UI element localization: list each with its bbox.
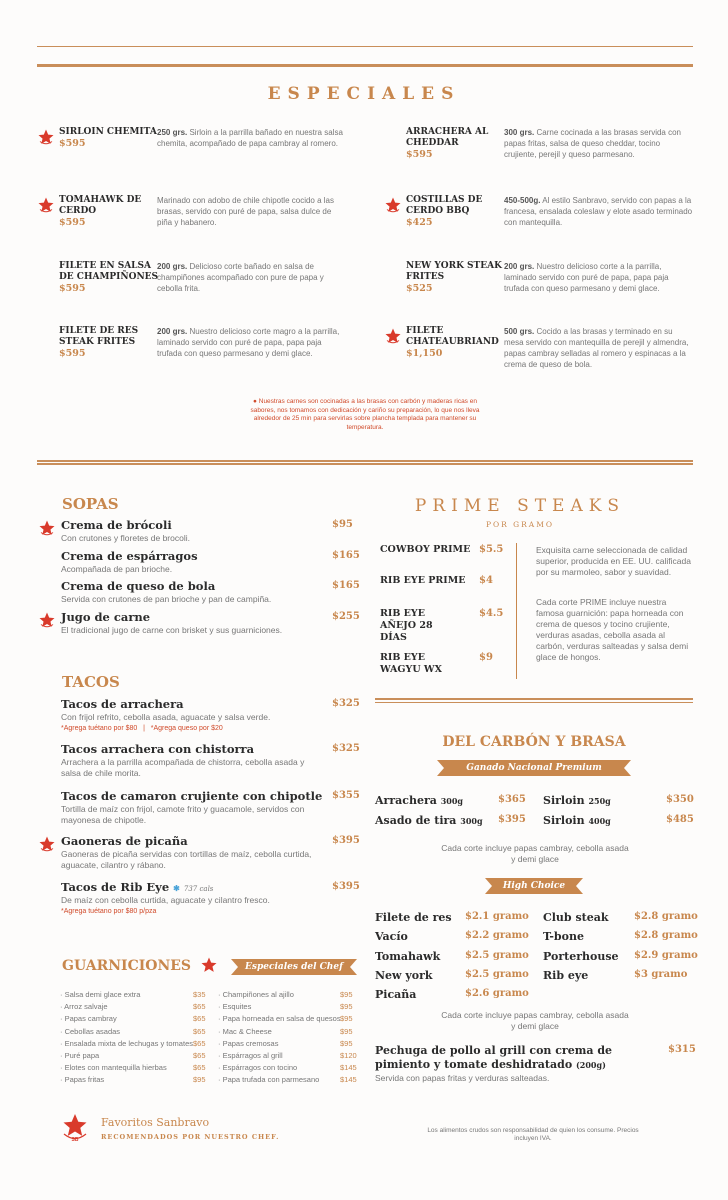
- nacional-note: Cada corte incluye papas cambray, cebolla asada y demi glace: [441, 843, 629, 864]
- especial-desc: 250 grs. Sirloin a la parrilla bañado en nuestra salsa chemita, acompañado de papa cambray al romero.: [157, 128, 343, 148]
- sopa-name: Crema de espárragos: [61, 549, 198, 563]
- high-choice-name: New york: [375, 968, 433, 982]
- especial-item: [406, 127, 506, 161]
- guarnicion-item: · Espárragos al grill: [218, 1051, 283, 1060]
- especial-desc: Marinado con adobo de chile chipotle cocido a las brasas, servido con puré de papa, salsa dulce de piña y habanero.: [157, 196, 335, 227]
- prime-subtitle: POR GRAMO: [485, 520, 555, 529]
- high-choice-name: Filete de res: [375, 911, 452, 924]
- guarnicion-price: $95: [193, 1075, 206, 1085]
- prime-desc-1: Exquisita carne seleccionada de calidad superior, producida en EE. UU. calificada por su marmoleo, sabor y suavidad.: [536, 545, 691, 577]
- sopa-price: $95: [332, 519, 353, 530]
- guarnicion-item: · Papa horneada en salsa de quesos: [218, 1014, 341, 1024]
- guarnicion-price: $95: [340, 1002, 353, 1012]
- nacional-item-name: Asado de tira 300g: [375, 814, 483, 827]
- especial-price: $595: [59, 348, 86, 359]
- especial-name: TOMAHAWK DE CERDO: [59, 195, 142, 216]
- ganado-banner: Ganado Nacional Premium: [444, 760, 624, 776]
- especial-price: $595: [59, 217, 86, 228]
- high-choice-name: Rib eye: [543, 968, 589, 982]
- especial-price: $595: [406, 149, 433, 160]
- nacional-item-price: $350: [666, 794, 694, 805]
- tacos-title: TACOS: [62, 673, 120, 691]
- especial-desc: 450-500g. Al estilo Sanbravo, servido con papas a la francesa, ensalada coleslaw y elote asado terminado con mantequilla.: [504, 196, 693, 227]
- guarnicion-item: · Papas fritas: [60, 1075, 105, 1085]
- high-choice-name: Vacío: [375, 930, 408, 944]
- favorite-star-icon: [384, 327, 402, 345]
- taco-name: Tacos de camaron crujiente con chipotle: [61, 789, 323, 803]
- sopa-price: $255: [332, 611, 360, 622]
- especial-item: [59, 195, 159, 229]
- high-choice-name: Tomahawk: [375, 949, 441, 963]
- nacional-item-price: $485: [666, 814, 694, 825]
- high-choice-name: Club steak: [543, 911, 609, 924]
- sopa-desc: Con crutones y floretes de brocoli.: [61, 533, 190, 543]
- guarnicion-price: $95: [340, 1038, 353, 1048]
- sopa-name: Jugo de carne: [61, 610, 151, 624]
- especial-item: [406, 326, 506, 360]
- especial-desc: 200 grs. Delicioso corte bañado en salsa de champiñones acompañado con pure de papa y cebolla frita.: [157, 262, 324, 293]
- prime-item-name: RIB EYE WAGYU WX: [380, 652, 442, 675]
- high-choice-price: $3 gramo: [634, 968, 688, 980]
- especial-price: $425: [406, 217, 433, 228]
- sopa-desc: El tradicional jugo de carne con brisket y sus guarniciones.: [61, 625, 283, 635]
- taco-extra: *Agrega tuétano por $80 | *Agrega queso por $20: [61, 725, 223, 732]
- prime-item-name: RIB EYE AÑEJO 28 DÍAS: [380, 608, 433, 643]
- taco-desc: Tortilla de maíz con frijol, camote frito y guacamole, servidos con mayonesa de chipotle.: [61, 804, 305, 825]
- guarnicion-item: · Cebollas asadas: [60, 1026, 121, 1036]
- especial-name: ARRACHERA AL CHEDDAR: [406, 127, 489, 148]
- guarnicion-item: · Elotes con mantequilla hierbas: [60, 1063, 167, 1073]
- high-choice-price: $2.2 gramo: [465, 930, 529, 942]
- taco-desc: Gaoneras de picaña servidas con tortillas de maíz, cebolla curtida, aguacate, cilantro y rábano.: [61, 849, 312, 870]
- prime-item-price: $9: [479, 652, 493, 663]
- favoritos-title: Favoritos Sanbravo: [101, 1116, 210, 1129]
- guarniciones-title: GUARNICIONES: [62, 958, 192, 974]
- taco-extra: *Agrega tuétano por $80 p/pza: [61, 908, 157, 915]
- taco-desc: Con frijol refrito, cebolla asada, aguacate y salsa verde.: [61, 712, 271, 722]
- especial-name: FILETE EN SALSA DE CHAMPIÑONES: [59, 261, 159, 282]
- especial-desc: 300 grs. Carne cocinada a las brasas servida con papas fritas, salsa de queso cheddar, tocino crujiente, perejil y queso parmesano.: [504, 128, 681, 159]
- especial-item: [406, 195, 506, 229]
- especial-desc: 500 grs. Cocido a las brasas y terminado en su mesa servido con mantequilla de perejil y almendra, papas cambray selladas al romero y espinacas a la crema de queso de bola.: [504, 327, 689, 369]
- prime-divider: [516, 543, 517, 679]
- guarnicion-item: · Champiñones al ajillo: [218, 990, 294, 999]
- especial-price: $595: [59, 283, 86, 294]
- prime-item-price: $4.5: [479, 608, 504, 619]
- prime-item-name: COWBOY PRIME: [380, 544, 471, 555]
- especial-price: $1,150: [406, 348, 443, 359]
- taco-desc: De maíz con cebolla curtida, aguacate y cilantro fresco.: [61, 895, 270, 905]
- taco-name: Tacos de Rib Eye ✱ 737 cals: [61, 880, 214, 894]
- guarnicion-item: · Puré papa: [60, 1051, 100, 1060]
- taco-price: $325: [332, 743, 360, 754]
- high-choice-price: $2.8 gramo: [634, 930, 698, 942]
- taco-price: $355: [332, 790, 360, 801]
- especial-name: SIRLOIN CHEMITA: [59, 127, 157, 137]
- sanbravo-logo: [60, 1112, 90, 1142]
- high-choice-price: $2.9 gramo: [634, 949, 698, 961]
- guarnicion-price: $95: [340, 990, 353, 999]
- carbon-title: DEL CARBÓN Y BRASA: [442, 734, 626, 750]
- especiales-chef-banner: Especiales del Chef: [238, 959, 350, 975]
- prime-item-price: $5.5: [479, 544, 504, 555]
- especiales-note: ● Nuestras carnes son cocinadas a las brasas con carbón y maderas ricas en sabores, nos tomamos con dedicación y cariño su preparación, lo que nos lleva alrededor de 25 min para servirlas sobre plancha templada para mantener su temperatura.: [250, 398, 480, 431]
- especiales-title: ESPECIALES: [267, 84, 461, 104]
- especial-desc: 200 grs. Nuestro delicioso corte magro a la parrilla, laminado servido con puré de papa, papa paja trufada con queso parmesano y demi glace.: [157, 327, 340, 358]
- favorite-star-icon: [37, 128, 55, 146]
- guarnicion-price: $65: [193, 1063, 206, 1073]
- guarnicion-item: · Papas cremosas: [218, 1038, 279, 1048]
- high-choice-price: $2.8 gramo: [634, 911, 698, 922]
- middle-double-rule: [37, 460, 693, 465]
- taco-price: $395: [332, 881, 360, 892]
- nacional-item-name: Sirloin 250g: [543, 794, 611, 807]
- especial-item: [59, 326, 159, 360]
- especial-item: [406, 261, 506, 295]
- high-choice-price: $2.1 gramo: [465, 911, 529, 922]
- guarnicion-price: $65: [193, 1026, 206, 1036]
- taco-price: $325: [332, 698, 360, 709]
- guarnicion-price: $145: [340, 1075, 357, 1085]
- guarnicion-price: $65: [193, 1038, 206, 1048]
- guarnicion-item: · Espárragos con tocino: [218, 1063, 298, 1073]
- guarnicion-price: $95: [340, 1026, 353, 1036]
- top-thin-rule: [37, 46, 693, 47]
- high-choice-price: $2.5 gramo: [465, 968, 529, 980]
- sanbravo-star-icon: [60, 1112, 90, 1142]
- guarnicion-item: · Ensalada mixta de lechugas y tomates: [60, 1038, 193, 1048]
- guarnicion-price: $120: [340, 1051, 357, 1060]
- favorite-star-icon: [200, 956, 218, 974]
- high-choice-name: Porterhouse: [543, 949, 619, 963]
- especial-desc: 200 grs. Nuestro delicioso corte a la parrilla, laminado servido con puré de papa, papa paja trufada con queso parmesano y demi glace.: [504, 262, 669, 293]
- sopa-price: $165: [332, 580, 360, 591]
- guarnicion-item: · Salsa demi glace extra: [60, 990, 141, 999]
- prime-item-name: RIB EYE PRIME: [380, 575, 466, 586]
- especial-name: NEW YORK STEAK FRITES: [406, 261, 502, 282]
- sopa-name: Crema de queso de bola: [61, 579, 216, 593]
- high-choice-banner: High Choice: [492, 878, 576, 894]
- taco-name: Tacos arrachera con chistorra: [61, 742, 255, 756]
- prime-desc-2: Cada corte PRIME incluye nuestra famosa guarnición: papa horneada con crema de quesos y tocino crujiente, verduras asadas, cebolla asada al carbón, verduras salteadas y salsa demi glace de hongos.: [536, 597, 689, 662]
- sopa-desc: Servida con crutones de pan brioche y pan de campiña.: [61, 594, 272, 604]
- high-note: Cada corte incluye papas cambray, cebolla asada y demi glace: [441, 1010, 629, 1031]
- pechuga-price: $315: [668, 1044, 696, 1055]
- guarnicion-item: · Mac & Cheese: [218, 1026, 272, 1036]
- legal-note: Los alimentos crudos son responsabilidad de quien los consume. Precios incluyen IVA.: [427, 1127, 639, 1142]
- high-choice-name: T-bone: [543, 930, 584, 944]
- sopa-name: Crema de brócoli: [61, 518, 172, 532]
- guarnicion-price: $65: [193, 1014, 206, 1024]
- guarnicion-item: · Esquites: [218, 1002, 252, 1012]
- especial-price: $595: [59, 138, 86, 149]
- nacional-item-name: Arrachera 300g: [375, 794, 464, 807]
- prime-title: PRIME STEAKS: [414, 496, 626, 516]
- taco-name: Gaoneras de picaña: [61, 834, 188, 848]
- guarnicion-item: · Papa trufada con parmesano: [218, 1075, 320, 1085]
- favorite-star-icon: [38, 835, 56, 853]
- especial-name: FILETE CHATEAUBRIAND: [406, 326, 499, 347]
- pechuga-desc: Servida con papas fritas y verduras salteadas.: [375, 1073, 550, 1083]
- taco-desc: Arrachera a la parrilla acompañada de chistorra, cebolla asada y salsa de chile morita.: [61, 757, 305, 778]
- guarnicion-price: $145: [340, 1063, 357, 1073]
- top-double-rule: [37, 64, 693, 67]
- pechuga-name: Pechuga de pollo al grill con crema de pimiento y tomate deshidratado (200g): [375, 1044, 613, 1071]
- svg-text:SB: SB: [71, 1137, 79, 1142]
- guarnicion-price: $35: [193, 990, 206, 999]
- favorite-star-icon: [38, 611, 56, 629]
- high-choice-price: $2.5 gramo: [465, 949, 529, 961]
- especial-name: FILETE DE RES STEAK FRITES: [59, 326, 139, 347]
- high-choice-price: $2.6 gramo: [465, 988, 529, 1000]
- nacional-item-price: $395: [498, 814, 526, 825]
- especial-item: [59, 127, 159, 150]
- sopa-desc: Acompañada de pan brioche.: [61, 564, 173, 574]
- carbon-rule: [375, 698, 693, 703]
- high-choice-name: Picaña: [375, 988, 417, 1002]
- favoritos-subtitle: RECOMENDADOS POR NUESTRO CHEF.: [101, 1133, 280, 1141]
- favorite-star-icon: [384, 196, 402, 214]
- especial-name: COSTILLAS DE CERDO BBQ: [406, 195, 483, 216]
- especial-item: [59, 261, 159, 295]
- nacional-item-name: Sirloin 400g: [543, 814, 611, 827]
- nacional-item-price: $365: [498, 794, 526, 805]
- sopa-price: $165: [332, 550, 360, 561]
- prime-item-price: $4: [479, 575, 493, 586]
- favorite-star-icon: [38, 519, 56, 537]
- guarnicion-item: · Papas cambray: [60, 1014, 117, 1024]
- guarnicion-price: $65: [193, 1051, 206, 1060]
- guarnicion-price: $95: [340, 1014, 353, 1024]
- guarnicion-item: · Arroz salvaje: [60, 1002, 108, 1012]
- taco-price: $395: [332, 835, 360, 846]
- favorite-star-icon: [37, 196, 55, 214]
- sopas-title: SOPAS: [62, 495, 119, 513]
- especial-price: $525: [406, 283, 433, 294]
- taco-name: Tacos de arrachera: [61, 697, 184, 711]
- guarnicion-price: $65: [193, 1002, 206, 1012]
